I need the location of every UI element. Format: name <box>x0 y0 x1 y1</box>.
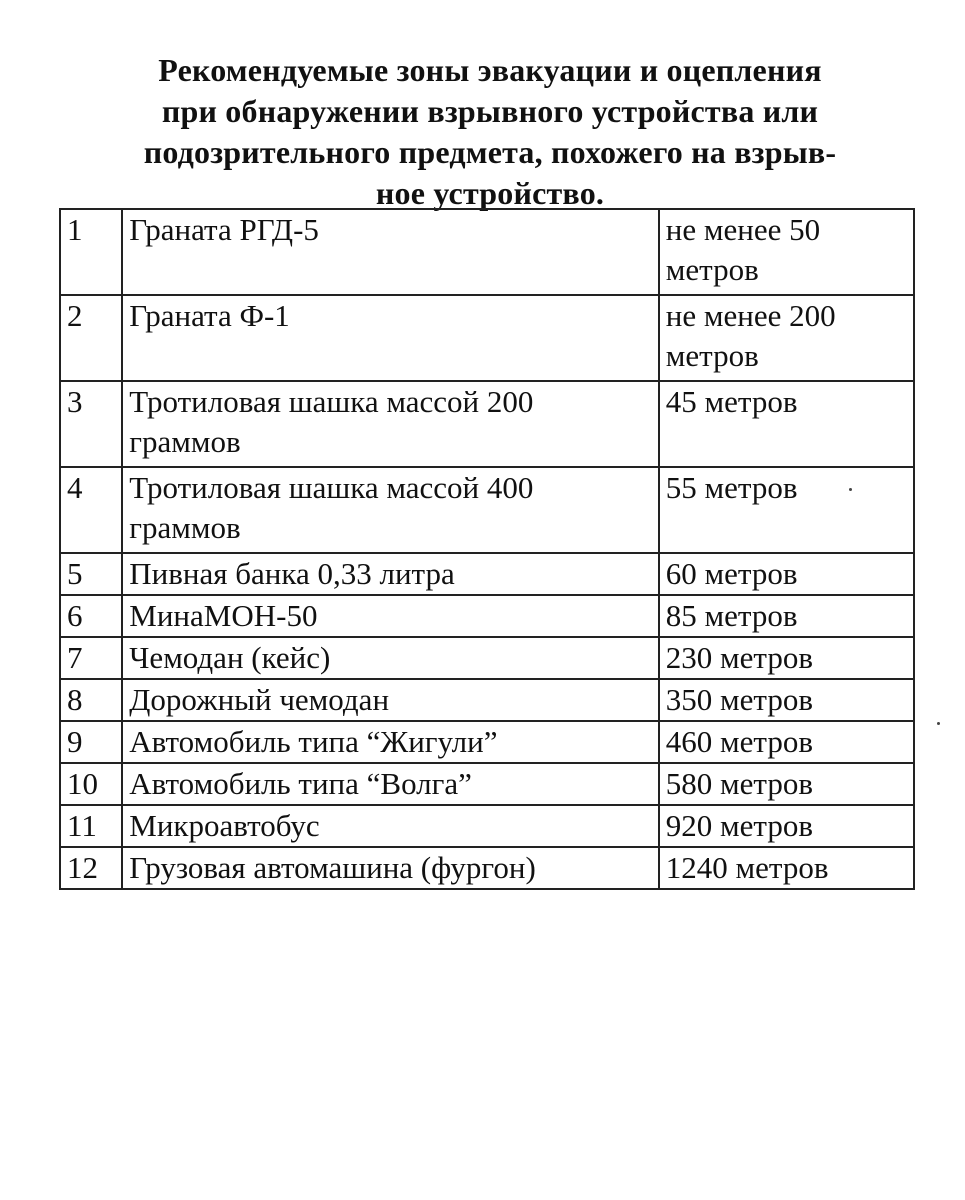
table-row <box>60 637 914 679</box>
row-distance: 1240 метров <box>659 847 914 889</box>
title-line-4: ное устройство. <box>375 175 605 211</box>
row-distance: 350 метров <box>659 679 914 721</box>
title-line-2: при обнаружении взрывного устройства или <box>161 93 819 129</box>
title-line-1: Рекомендуемые зоны эвакуации и оцепления <box>158 52 822 88</box>
row-number: 10 <box>60 763 122 805</box>
table-row <box>60 679 914 721</box>
row-number: 6 <box>60 595 122 637</box>
row-number: 8 <box>60 679 122 721</box>
row-distance: не менее 200 метров <box>659 295 914 381</box>
row-number: 1 <box>60 209 122 295</box>
row-number: 9 <box>60 721 122 763</box>
row-item: Микроавтобус <box>122 805 659 847</box>
row-item: Граната РГД-5 <box>122 209 659 295</box>
row-number: 2 <box>60 295 122 381</box>
row-item: Пивная банка 0,33 литра <box>122 553 659 595</box>
row-number: 12 <box>60 847 122 889</box>
row-number: 4 <box>60 467 122 553</box>
row-item: Грузовая автомашина (фургон) <box>122 847 659 889</box>
row-item: Тротиловая шашка массой 400 граммов <box>122 467 659 553</box>
table-row <box>60 467 914 553</box>
row-distance: 460 метров <box>659 721 914 763</box>
table-row <box>60 209 914 295</box>
row-distance: 580 метров <box>659 763 914 805</box>
row-number: 7 <box>60 637 122 679</box>
table-row <box>60 847 914 889</box>
row-item: Чемодан (кейс) <box>122 637 659 679</box>
table-row <box>60 595 914 637</box>
row-number: 3 <box>60 381 122 467</box>
row-item: Дорожный чемодан <box>122 679 659 721</box>
table-row <box>60 553 914 595</box>
row-distance: 60 метров <box>659 553 914 595</box>
row-number: 5 <box>60 553 122 595</box>
row-item: Граната Ф-1 <box>122 295 659 381</box>
row-distance: 230 метров <box>659 637 914 679</box>
table-row <box>60 763 914 805</box>
scan-speck <box>849 488 852 491</box>
row-item: Тротиловая шашка массой 200 граммов <box>122 381 659 467</box>
scan-speck <box>937 722 940 725</box>
row-item: Автомобиль типа “Волга” <box>122 763 659 805</box>
row-distance: 920 метров <box>659 805 914 847</box>
evacuation-zones-table <box>59 208 915 890</box>
row-number: 11 <box>60 805 122 847</box>
table-row <box>60 295 914 381</box>
row-distance: 45 метров <box>659 381 914 467</box>
row-distance: не менее 50 метров <box>659 209 914 295</box>
row-distance: 85 метров <box>659 595 914 637</box>
table-row <box>60 805 914 847</box>
table-row <box>60 721 914 763</box>
row-item: МинаМОН-50 <box>122 595 659 637</box>
document-title <box>60 50 920 214</box>
row-item: Автомобиль типа “Жигули” <box>122 721 659 763</box>
table-row <box>60 381 914 467</box>
row-distance: 55 метров <box>659 467 914 553</box>
title-line-3: подозрительного предмета, похожего на взрыв- <box>143 134 837 170</box>
